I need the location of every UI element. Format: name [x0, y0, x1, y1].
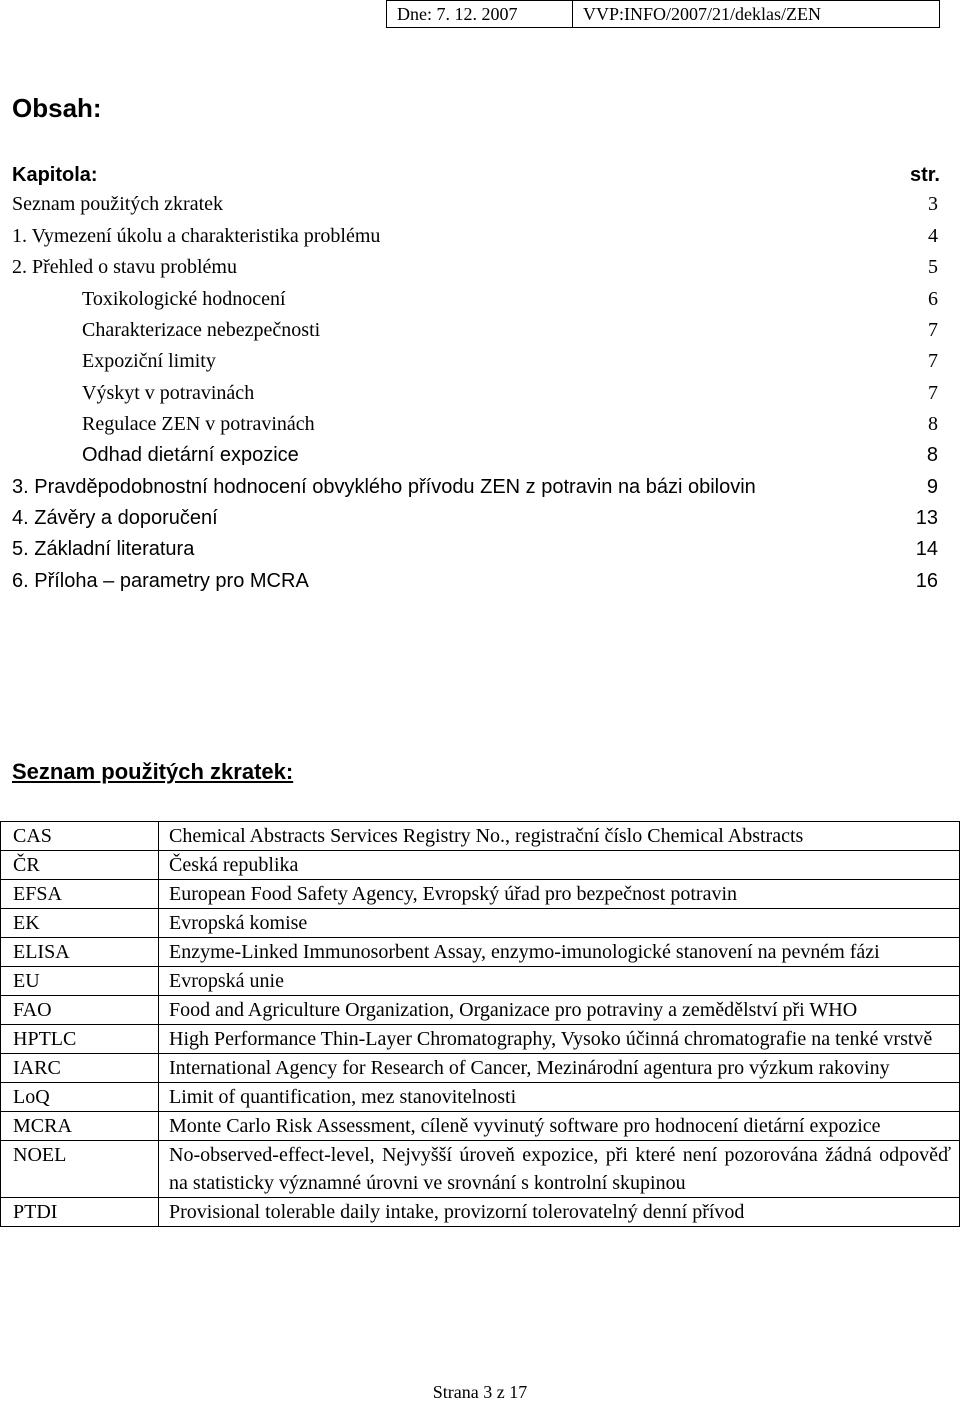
- page-title: Obsah:: [12, 93, 102, 123]
- abbreviation: EU: [1, 967, 159, 995]
- abbreviation-meaning: Food and Agriculture Organization, Organizace pro potraviny a zemědělství při WHO: [169, 999, 858, 1021]
- toc-header: [12, 160, 940, 190]
- toc-entry-label: Toxikologické hodnocení: [82, 288, 286, 310]
- toc-entry-page: 9: [926, 476, 938, 498]
- table-row: [1, 909, 959, 938]
- abbreviations-table: [0, 821, 960, 1227]
- toc-entry[interactable]: [12, 378, 938, 409]
- toc-entry-page: 16: [915, 570, 938, 592]
- toc-entry-label: Seznam použitých zkratek: [12, 193, 224, 215]
- abbreviation-meaning: Česká republika: [169, 854, 299, 876]
- toc-entry-page: 7: [928, 319, 938, 341]
- abbreviation: HPTLC: [1, 1025, 159, 1053]
- toc-entry-page: 14: [915, 538, 938, 560]
- toc-entry[interactable]: [12, 566, 938, 597]
- table-row: [1, 851, 959, 880]
- toc-entry-page: 8: [928, 413, 938, 435]
- toc-entry-label: 4. Závěry a doporučení: [12, 507, 218, 529]
- toc-entry[interactable]: [12, 221, 938, 252]
- toc-entry-label: Odhad dietární expozice: [82, 444, 299, 466]
- toc-entry-page: 7: [928, 350, 938, 372]
- abbreviation-meaning: Monte Carlo Risk Assessment, cíleně vyvinutý software pro hodnocení dietární expozice: [169, 1115, 881, 1137]
- toc-entry-label: 2. Přehled o stavu problému: [12, 256, 237, 278]
- table-row: [1, 938, 959, 967]
- toc-entry-label: Charakterizace nebezpečnosti: [82, 319, 321, 341]
- abbreviation-meaning: Chemical Abstracts Services Registry No., registrační číslo Chemical Abstracts: [169, 825, 804, 847]
- toc-entry-page: 8: [926, 444, 938, 466]
- toc-entry-label: 3. Pravděpodobnostní hodnocení obvyklého přívodu ZEN z potravin na bázi obilovin: [12, 476, 756, 498]
- abbreviation: EK: [1, 909, 159, 937]
- toc-page-label: str.: [909, 164, 940, 186]
- page-footer: Strana 3 z 17: [432, 1382, 528, 1402]
- table-row: [1, 1054, 959, 1083]
- toc-entry[interactable]: [12, 472, 938, 503]
- abbreviation: ČR: [1, 851, 159, 879]
- toc-entry[interactable]: [12, 534, 938, 565]
- abbreviation: ELISA: [1, 938, 159, 966]
- toc-entry-page: 7: [928, 382, 938, 404]
- abbreviation: LoQ: [1, 1083, 159, 1111]
- toc-entry-label: 1. Vymezení úkolu a charakteristika problému: [12, 225, 381, 247]
- table-row: [1, 822, 959, 851]
- abbreviation-meaning: High Performance Thin-Layer Chromatography, Vysoko účinná chromatografie na tenké vrstvě: [169, 1028, 933, 1050]
- toc-entry-page: 4: [928, 225, 938, 247]
- header-date: Dne: 7. 12. 2007: [387, 1, 573, 27]
- table-row: [1, 1083, 959, 1112]
- toc-entry-label: 5. Základní literatura: [12, 538, 195, 560]
- table-row: [1, 1112, 959, 1141]
- toc-entry-label: Regulace ZEN v potravinách: [82, 413, 315, 435]
- toc-entry-page: 6: [928, 288, 938, 310]
- abbreviation: IARC: [1, 1054, 159, 1082]
- toc-chapter-label: Kapitola:: [12, 164, 98, 186]
- header-reference: VVP:INFO/2007/21/deklas/ZEN: [583, 4, 821, 24]
- abbreviation: EFSA: [1, 880, 159, 908]
- table-row: [1, 880, 959, 909]
- toc-entry-page: 5: [928, 256, 938, 278]
- abbreviation-meaning: Evropská komise: [169, 912, 308, 934]
- toc-entry[interactable]: [12, 189, 938, 220]
- abbreviations-title: Seznam použitých zkratek:: [12, 759, 294, 784]
- toc-entry[interactable]: [12, 440, 938, 471]
- toc-entry[interactable]: [12, 252, 938, 283]
- abbreviation: NOEL: [1, 1141, 159, 1197]
- abbreviation-meaning: Enzyme-Linked Immunosorbent Assay, enzymo-imunologické stanovení na pevném fázi: [169, 941, 880, 963]
- toc-entry-page: 13: [915, 507, 938, 529]
- abbreviation-meaning: European Food Safety Agency, Evropský úřad pro bezpečnost potravin: [169, 883, 737, 905]
- abbreviation: FAO: [1, 996, 159, 1024]
- table-row: [1, 967, 959, 996]
- abbreviation-meaning: No-observed-effect-level, Nejvyšší úroveň expozice, při které není pozorována žádná odpověď na statisticky významné úrovni ve srovnání s kontrolní skupinou: [169, 1144, 951, 1194]
- abbreviation-meaning: Provisional tolerable daily intake, provizorní tolerovatelný denní přívod: [169, 1201, 745, 1223]
- abbreviation-meaning: International Agency for Research of Cancer, Mezinárodní agentura pro výzkum rakoviny: [169, 1057, 890, 1079]
- toc-entry-label: 6. Příloha – parametry pro MCRA: [12, 570, 309, 592]
- toc-entry[interactable]: [12, 409, 938, 440]
- toc-entry-label: Expoziční limity: [82, 350, 216, 372]
- toc-entry[interactable]: [12, 503, 938, 534]
- abbreviation-meaning: Evropská unie: [169, 970, 284, 992]
- table-row: [1, 996, 959, 1025]
- table-row: [1, 1025, 959, 1054]
- table-row: [1, 1198, 959, 1227]
- toc-entry[interactable]: [12, 284, 938, 315]
- table-row: [1, 1141, 959, 1198]
- toc-entry[interactable]: [12, 315, 938, 346]
- toc-entry-label: Výskyt v potravinách: [82, 382, 255, 404]
- abbreviation: CAS: [1, 822, 159, 850]
- header-box: [386, 0, 940, 28]
- toc-entry-page: 3: [928, 193, 938, 215]
- abbreviation: MCRA: [1, 1112, 159, 1140]
- abbreviation-meaning: Limit of quantification, mez stanovitelnosti: [169, 1086, 517, 1108]
- toc-entry[interactable]: [12, 346, 938, 377]
- abbreviation: PTDI: [1, 1198, 159, 1226]
